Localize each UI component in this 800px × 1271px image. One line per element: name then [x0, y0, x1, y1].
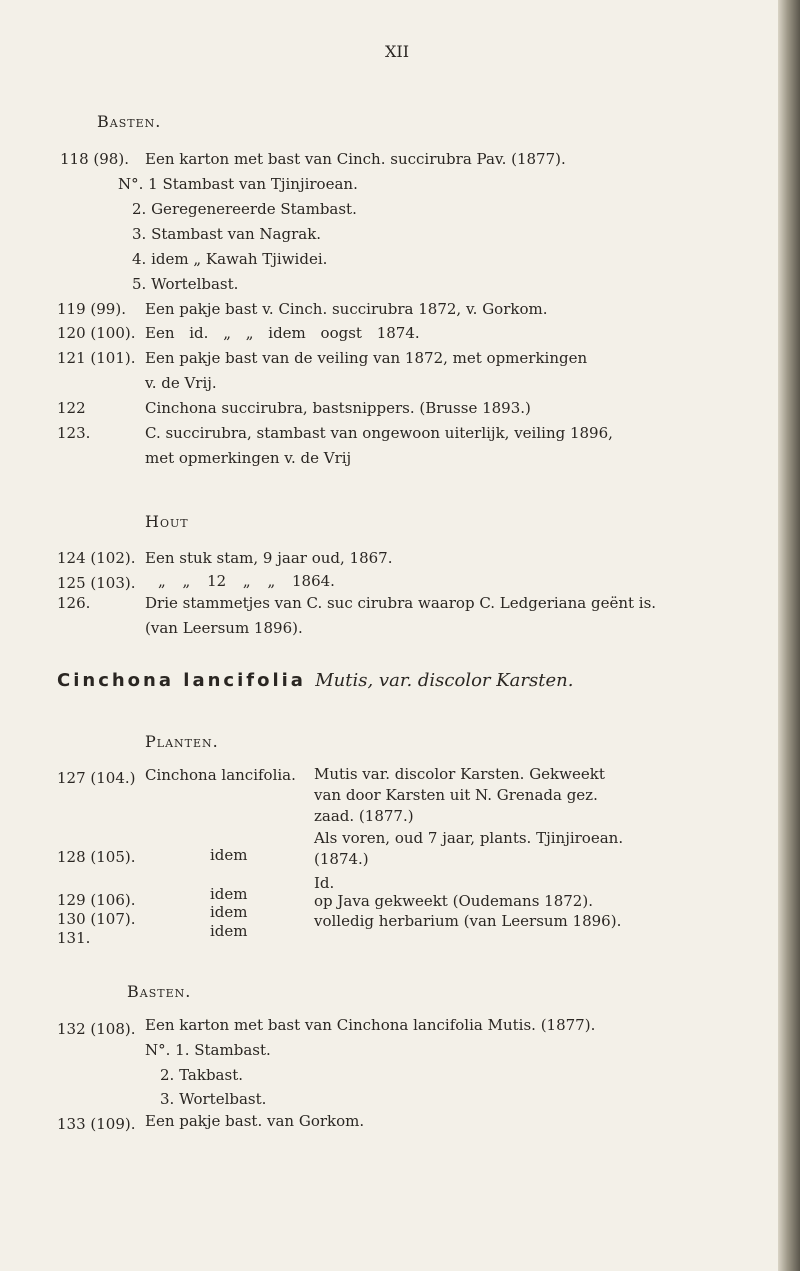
list-item: N°. 1 Stambast van Tjinjiroean. [118, 175, 358, 193]
entry-text [314, 764, 605, 827]
entry-text: op Java gekweekt (Oudemans 1872). [314, 892, 593, 910]
species-title [57, 670, 573, 691]
entry-line: Mutis var. discolor Karsten. Gekweekt [314, 765, 605, 783]
entry-text: C. succirubra, stambast van ongewoon uiterlijk, veiling 1896, [145, 424, 613, 442]
entry-number: 129 (106). [57, 891, 136, 909]
page-number: XII [385, 42, 410, 61]
entry-line: van door Karsten uit N. Grenada gez. [314, 786, 598, 804]
entry-text: Drie stammetjes van C. suc cirubra waarop C. Ledgeriana geënt is. [145, 594, 657, 612]
entry-text: Een pakje bast v. Cinch. succirubra 1872, v. Gorkom. [145, 300, 548, 318]
list-item: 2. Takbast. [160, 1066, 243, 1084]
entry-number: 121 (101). [57, 349, 136, 367]
entry-text: volledig herbarium (van Leersum 1896). [314, 912, 622, 930]
entry-name: Cinchona lancifolia. [145, 766, 296, 784]
entry-text: Een pakje bast. van Gorkom. [145, 1112, 365, 1130]
list-item: 2. Geregenereerde Stambast. [132, 200, 357, 218]
list-item: 5. Wortelbast. [132, 275, 239, 293]
entry-number: 130 (107). [57, 910, 136, 928]
entry-number: 123. [57, 424, 91, 442]
entry-name: idem [210, 922, 248, 940]
entry-number: 128 (105). [57, 848, 136, 866]
entry-number: 133 (109). [57, 1115, 136, 1133]
section-heading-hout: Hout [145, 512, 189, 531]
species-name: Cinchona lancifolia [57, 670, 306, 691]
entry-text: Een id. „ „ idem oogst 1874. [145, 324, 420, 342]
entry-name: idem [210, 885, 248, 903]
entry-text: „ „ 12 „ „ 1864. [158, 572, 335, 590]
entry-text: (van Leersum 1896). [145, 619, 303, 637]
section-heading-basten: Basten. [97, 112, 162, 131]
entry-number: 120 (100). [57, 324, 136, 342]
entry-number: 126. [57, 594, 91, 612]
section-heading-basten: Basten. [127, 982, 192, 1001]
entry-line: Als voren, oud 7 jaar, plants. Tjinjiroean. [314, 829, 624, 847]
entry-text: Id. [314, 874, 335, 892]
entry-line: zaad. (1877.) [314, 807, 414, 825]
entry-text [314, 828, 623, 870]
entry-text: v. de Vrij. [145, 374, 217, 392]
entry-text: Cinchona succirubra, bastsnippers. (Brusse 1893.) [145, 399, 531, 417]
entry-number: 125 (103). [57, 574, 136, 592]
entry-text: Een karton met bast van Cinch. succirubra Pav. (1877). [145, 150, 566, 168]
page-edge [778, 0, 800, 1271]
list-item: 4. idem „ Kawah Tjiwidei. [132, 250, 328, 268]
entry-text: met opmerkingen v. de Vrij [145, 449, 352, 467]
entry-number: 122 [57, 399, 86, 417]
entry-number: 124 (102). [57, 549, 136, 567]
list-item: 3. Wortelbast. [160, 1090, 267, 1108]
entry-text: Een karton met bast van Cinchona lancifolia Mutis. (1877). [145, 1016, 596, 1034]
entry-name: idem [210, 903, 248, 921]
entry-number: 118 (98). [60, 150, 129, 168]
entry-number: 132 (108). [57, 1020, 136, 1038]
entry-text: Een stuk stam, 9 jaar oud, 1867. [145, 549, 393, 567]
entry-text: Een pakje bast van de veiling van 1872, met opmerkingen [145, 349, 588, 367]
entry-number: 127 (104.) [57, 769, 136, 787]
species-authority: Mutis, var. discolor Karsten. [315, 670, 574, 691]
entry-name: idem [210, 846, 248, 864]
list-item: 3. Stambast van Nagrak. [132, 225, 322, 243]
section-heading-planten: Planten. [145, 732, 219, 751]
entry-number: 119 (99). [57, 300, 126, 318]
entry-line: (1874.) [314, 850, 369, 868]
list-item: N°. 1. Stambast. [145, 1041, 271, 1059]
entry-number: 131. [57, 929, 91, 947]
